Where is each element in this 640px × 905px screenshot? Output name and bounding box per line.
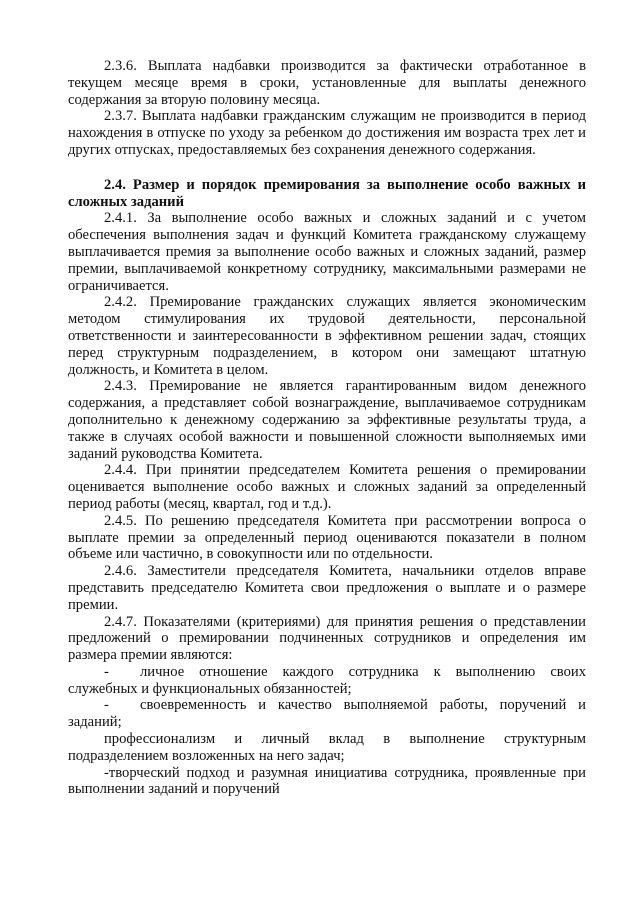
criteria-text: своевременность и качество выполняемой работы, поручений и заданий;	[68, 697, 586, 731]
criteria-item	[68, 765, 586, 799]
criteria-item	[68, 697, 586, 731]
paragraph-2-3-6: 2.3.6. Выплата надбавки производится за фактически отработанное в текущем месяце время в сроки, установленные для выплаты денежного содержания за вторую половину месяца.	[68, 58, 586, 108]
section-heading-2-4: 2.4. Размер и порядок премирования за выполнение особо важных и сложных заданий	[68, 176, 586, 210]
paragraph-2-4-6: 2.4.6. Заместители председателя Комитета, начальники отделов вправе представить председателю Комитета свои предложения о выплате и о размере премии.	[68, 563, 586, 613]
criteria-item	[68, 731, 586, 765]
paragraph-2-4-1: 2.4.1. За выполнение особо важных и сложных заданий и с учетом обеспечения выполнения задач и функций Комитета гражданскому служащему выплачивается премия за выполнение особо важных и сложных заданий, размер премии, выплачиваемой конкретному сотруднику, максимальными размерами не ограничивается.	[68, 210, 586, 294]
document-page	[68, 58, 586, 798]
paragraph-2-4-4: 2.4.4. При принятии председателем Комитета решения о премировании оценивается выполнение особо важных и сложных заданий за определенный период работы (месяц, квартал, год и т.д.).	[68, 462, 586, 512]
criteria-text: профессионализм и личный вклад в выполнение структурным подразделением возложенных на него задач;	[68, 731, 586, 764]
paragraph-2-4-3: 2.4.3. Премирование не является гарантированным видом денежного содержания, а представляет собой вознаграждение, выплачиваемое сотрудникам дополнительно к денежному содержанию за эффективные результаты труда, а также в случаях особой важности и повышенной сложности выполняемых ими заданий руководства Комитета.	[68, 378, 586, 462]
paragraph-2-4-2: 2.4.2. Премирование гражданских служащих является экономическим методом стимулирования их трудовой деятельности, персональной ответственности и заинтересованности в эффективном решении задач, стоящих перед структурным подразделением, в котором они замещают штатную должность, и Комитета в целом.	[68, 294, 586, 378]
paragraph-2-3-7: 2.3.7. Выплата надбавки гражданским служащим не производится в период нахождения в отпуске по уходу за ребенком до достижения им возраста трех лет и других отпусках, предоставляемых без сохранения денежного содержания.	[68, 108, 586, 158]
paragraph-2-4-5: 2.4.5. По решению председателя Комитета при рассмотрении вопроса о выплате премии за определенный период оцениваются показатели в полном объеме или частично, в совокупности или по отдельности.	[68, 512, 586, 563]
criteria-item	[68, 664, 586, 698]
criteria-text: -творческий подход и разумная инициатива сотрудника, проявленные при выполнении заданий и поручений	[68, 764, 586, 798]
dash-marker: -	[104, 663, 109, 680]
dash-marker: -	[104, 697, 109, 714]
criteria-text: личное отношение каждого сотрудника к выполнению своих служебных и функциональных обязанностей;	[68, 663, 586, 697]
paragraph-2-4-7: 2.4.7. Показателями (критериями) для принятия решения о представлении предложений о премировании подчиненных сотрудников и определения им размера премии являются:	[68, 613, 586, 664]
